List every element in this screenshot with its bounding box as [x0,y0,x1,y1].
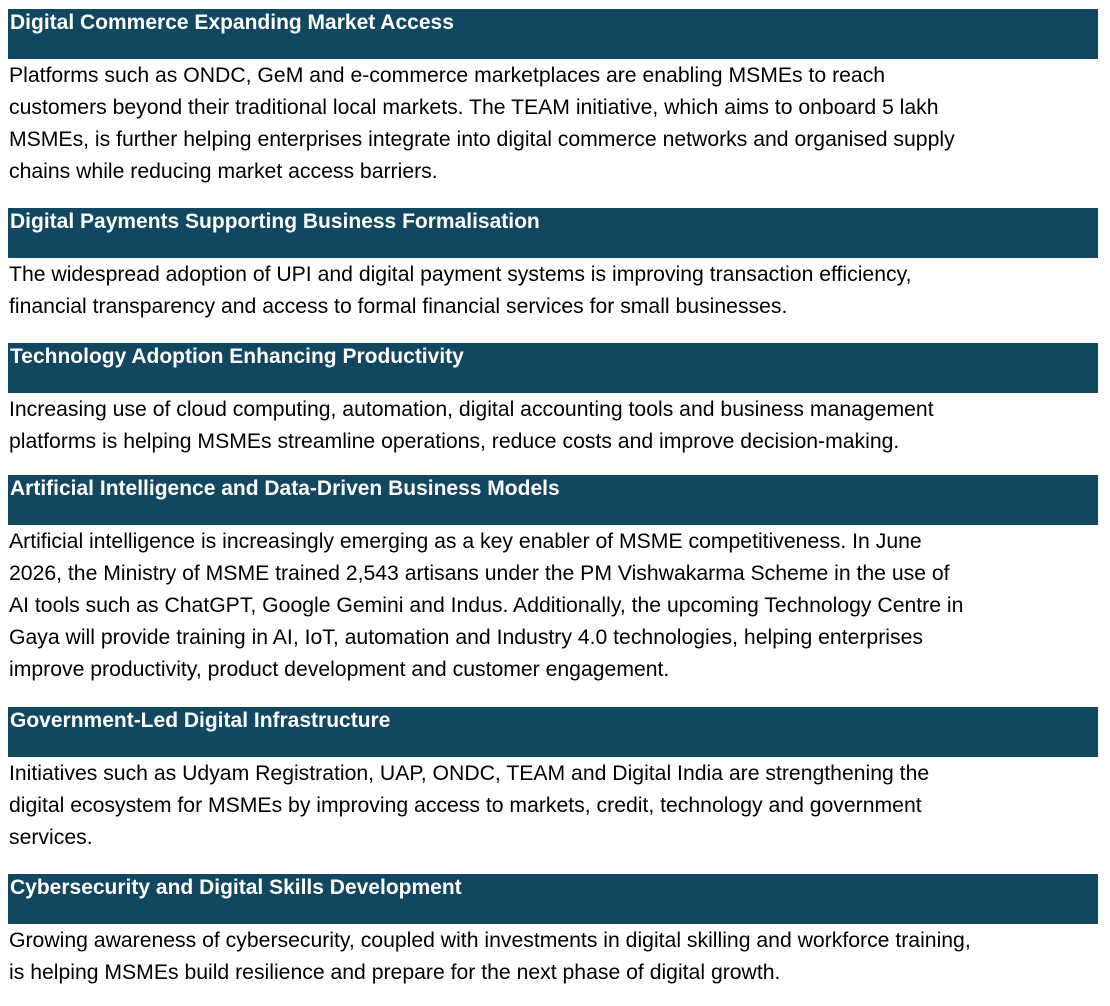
body-line: Increasing use of cloud computing, automation, digital accounting tools and business management [9,398,934,421]
section-heading: Technology Adoption Enhancing Productivity [8,343,1098,393]
section-heading: Cybersecurity and Digital Skills Development [8,874,1098,924]
section-body [8,258,1098,323]
body-line: improve productivity, product development and customer engagement. [9,658,670,681]
body-line: 2026, the Ministry of MSME trained 2,543 artisans under the PM Vishwakarma Scheme in the use of [9,562,950,585]
body-line: digital ecosystem for MSMEs by improving access to markets, credit, technology and government [9,794,922,817]
section-digital-commerce [8,9,1098,188]
section-body [8,757,1098,854]
section-technology-adoption [8,343,1098,458]
body-line: services. [9,826,93,849]
section-heading: Artificial Intelligence and Data-Driven Business Models [8,475,1098,525]
body-line: The widespread adoption of UPI and digital payment systems is improving transaction efficiency, [9,263,912,286]
body-line: AI tools such as ChatGPT, Google Gemini and Indus. Additionally, the upcoming Technology Centre in [9,594,964,617]
body-line: financial transparency and access to formal financial services for small businesses. [9,295,788,318]
section-body [8,924,1098,989]
body-line: Growing awareness of cybersecurity, coupled with investments in digital skilling and workforce training, [9,929,971,952]
section-heading: Digital Payments Supporting Business Formalisation [8,208,1098,258]
section-body [8,393,1098,458]
body-line: Platforms such as ONDC, GeM and e-commerce marketplaces are enabling MSMEs to reach [9,64,886,87]
section-body [8,59,1098,188]
section-heading: Digital Commerce Expanding Market Access [8,9,1098,59]
body-line: Artificial intelligence is increasingly emerging as a key enabler of MSME competitiveness. In June [9,530,922,553]
body-line: Initiatives such as Udyam Registration, UAP, ONDC, TEAM and Digital India are strengthening the [9,762,930,785]
section-artificial-intelligence [8,475,1098,686]
section-government-infrastructure [8,707,1098,854]
body-line: Gaya will provide training in AI, IoT, automation and Industry 4.0 technologies, helping enterprises [9,626,923,649]
body-line: customers beyond their traditional local markets. The TEAM initiative, which aims to onboard 5 lakh [9,96,939,119]
body-line: is helping MSMEs build resilience and prepare for the next phase of digital growth. [9,961,781,984]
body-line: MSMEs, is further helping enterprises integrate into digital commerce networks and organised supply [9,128,955,151]
body-line: platforms is helping MSMEs streamline operations, reduce costs and improve decision-making. [9,430,900,453]
body-line: chains while reducing market access barriers. [9,160,438,183]
section-body [8,525,1098,686]
section-cybersecurity [8,874,1098,989]
section-digital-payments [8,208,1098,323]
section-heading: Government-Led Digital Infrastructure [8,707,1098,757]
